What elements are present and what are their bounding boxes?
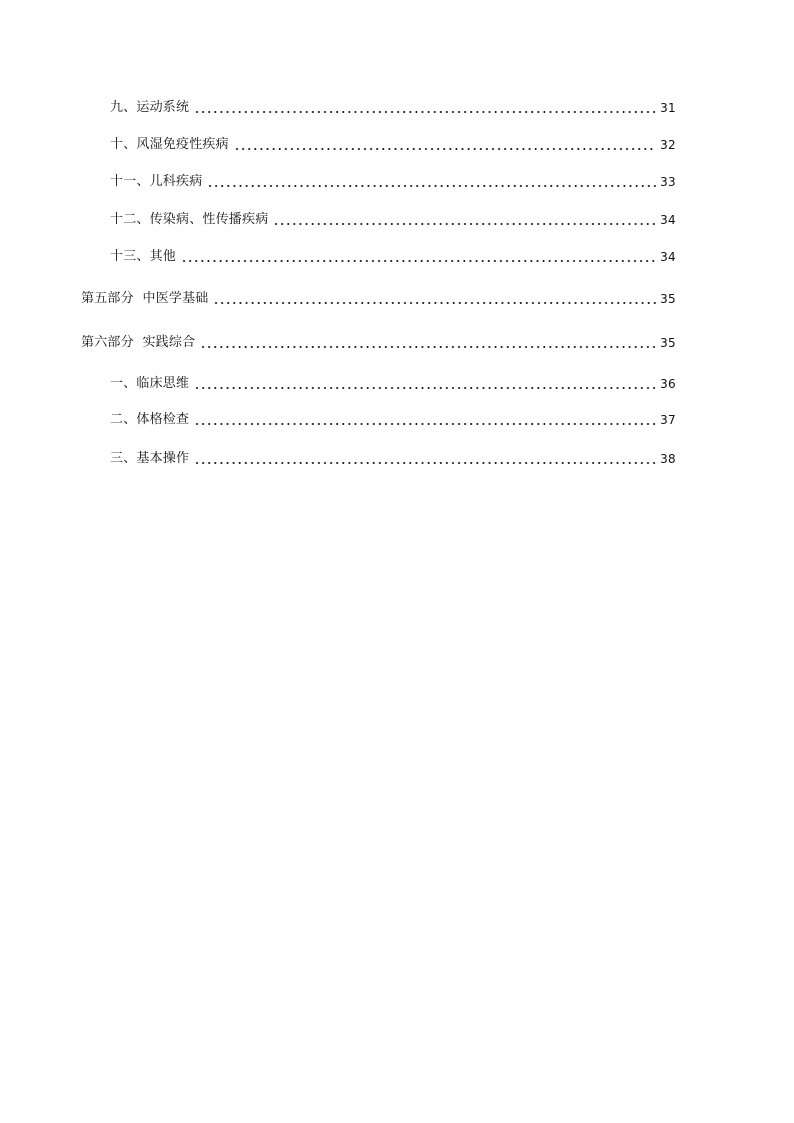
dot-leader xyxy=(207,173,656,191)
dot-leader xyxy=(200,334,656,352)
dot-leader xyxy=(273,211,656,229)
dot-leader xyxy=(194,375,656,393)
toc-entry-rheumatic-immune-diseases[interactable] xyxy=(81,136,676,154)
toc-entry-physical-examination[interactable] xyxy=(81,411,676,429)
toc-entry-motor-system[interactable] xyxy=(81,99,676,117)
toc-entry-title: 三、基本操作 xyxy=(110,451,190,466)
toc-page-number: 37 xyxy=(660,413,676,427)
toc-entry-title: 十一、儿科疾病 xyxy=(110,174,203,189)
toc-entry-title: 九、运动系统 xyxy=(110,100,190,115)
toc-page-number: 32 xyxy=(660,138,676,152)
toc-entry-title: 十三、其他 xyxy=(110,249,177,264)
toc-page-number: 34 xyxy=(660,250,676,264)
dot-leader xyxy=(194,99,656,117)
toc-entry-title: 十二、传染病、性传播疾病 xyxy=(110,212,269,227)
toc-entry-title: 十、风湿免疫性疾病 xyxy=(110,137,229,152)
toc-entry-clinical-thinking[interactable] xyxy=(81,375,676,393)
toc-entry-title: 第六部分 实践综合 xyxy=(81,335,196,350)
toc-entry-title: 一、临床思维 xyxy=(110,376,190,391)
dot-leader xyxy=(194,450,656,468)
toc-page-number: 38 xyxy=(660,452,676,466)
toc-entry-infectious-diseases[interactable] xyxy=(81,211,676,229)
toc-page-number: 33 xyxy=(660,175,676,189)
dot-leader xyxy=(181,248,656,266)
toc-entry-title: 二、体格检查 xyxy=(110,412,190,427)
toc-entry-pediatric-diseases[interactable] xyxy=(81,173,676,191)
toc-page-number: 35 xyxy=(660,336,676,350)
toc-page-number: 35 xyxy=(660,292,676,306)
toc-entry-title: 第五部分 中医学基础 xyxy=(81,291,209,306)
toc-page-number: 36 xyxy=(660,377,676,391)
dot-leader xyxy=(234,136,656,154)
toc-entry-others[interactable] xyxy=(81,248,676,266)
toc-page-number: 34 xyxy=(660,213,676,227)
toc-entry-basic-operations[interactable] xyxy=(81,450,676,468)
dot-leader xyxy=(194,411,656,429)
dot-leader xyxy=(213,290,656,308)
toc-entry-part-six-practice[interactable] xyxy=(81,334,676,352)
toc-page-number: 31 xyxy=(660,101,676,115)
toc-entry-part-five-tcm-basics[interactable] xyxy=(81,290,676,308)
